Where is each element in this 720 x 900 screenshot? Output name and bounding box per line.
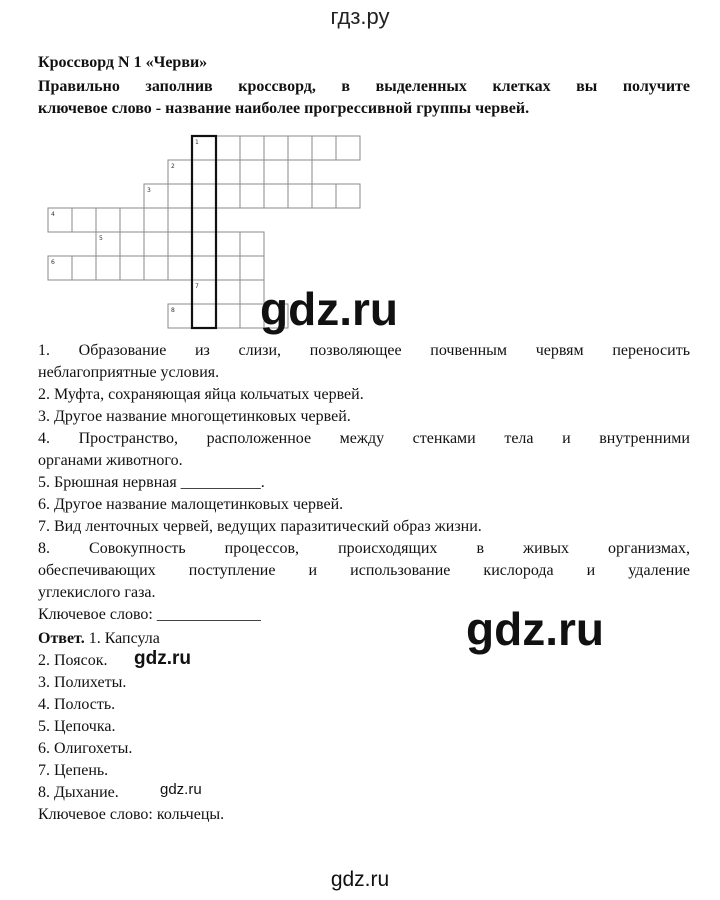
clue-2: 2. Муфта, сохраняющая яйца кольчатых червей.	[38, 386, 364, 403]
clue-8-line-3: углекислого газа.	[38, 584, 156, 601]
watermark: gdz.ru	[160, 781, 202, 798]
clue-6: 6. Другое название малощетинковых червей.	[38, 496, 344, 513]
crossword-title: Кроссворд N 1 «Черви»	[38, 54, 208, 71]
row-3	[144, 184, 360, 208]
answer-item-7: 7. Цепень.	[38, 762, 109, 779]
clue-3: 3. Другое название многощетинковых червей.	[38, 408, 351, 425]
cell-number-2: 2	[171, 163, 175, 170]
cell-number-6: 6	[51, 259, 55, 266]
answer-item-4: 4. Полость.	[38, 696, 116, 713]
keyword-prompt: Ключевое слово: _____________	[38, 606, 261, 623]
answer-item-1: 1. Капсула	[88, 630, 160, 647]
row-5	[96, 232, 264, 256]
footer-watermark: gdz.ru	[330, 868, 390, 891]
clue-1-line-2: неблагоприятные условия.	[38, 364, 220, 381]
row-1	[192, 136, 360, 160]
clue-1	[38, 340, 690, 384]
answer-item-3: 3. Полихеты.	[38, 674, 127, 691]
answer-item-6: 6. Олигохеты.	[38, 740, 133, 757]
site-header[interactable]: гдз.ру	[330, 4, 390, 29]
clue-8	[38, 538, 690, 604]
clue-list	[38, 340, 690, 626]
watermark: gdz.ru	[134, 648, 191, 669]
clue-5: 5. Брюшная нервная __________.	[38, 474, 265, 491]
watermark: gdz.ru	[466, 603, 604, 655]
answer-keyword: Ключевое слово: кольчецы.	[38, 806, 225, 823]
cell-number-7: 7	[195, 283, 199, 290]
cell-number-8: 8	[171, 307, 175, 314]
row-4	[48, 208, 216, 232]
clue-4-line-2: органами животного.	[38, 452, 183, 469]
answer-item-5: 5. Цепочка.	[38, 718, 116, 735]
cell-number-3: 3	[147, 187, 151, 194]
cell-number-4: 4	[51, 211, 55, 218]
clue-7: 7. Вид ленточных червей, ведущих паразитический образ жизни.	[38, 518, 482, 535]
cell-number-1: 1	[195, 139, 199, 146]
answer-block	[38, 628, 458, 826]
cell-number-5: 5	[99, 235, 103, 242]
instructions-line-1: Правильно заполнив кроссворд, в выделенных клетках вы получите	[38, 78, 690, 95]
clue-4	[38, 428, 690, 472]
answer-label: Ответ.	[38, 630, 85, 647]
row-7	[192, 280, 264, 304]
clue-4-line-1: 4. Пространство, расположенное между стенками тела и внутренними	[38, 430, 690, 447]
answer-item-2: 2. Поясок.	[38, 652, 108, 669]
clue-8-line-2: обеспечивающих поступление и использование кислорода и удаление	[38, 562, 690, 579]
clue-1-line-1: 1. Образование из слизи, позволяющее почвенным червям переносить	[38, 342, 690, 359]
answer-item-8: 8. Дыхание.	[38, 784, 119, 801]
answer-line-1	[38, 628, 458, 650]
watermark: gdz.ru	[260, 283, 398, 335]
row-2	[168, 160, 312, 184]
clue-8-line-1: 8. Совокупность процессов, происходящих в живых организмах,	[38, 540, 690, 557]
instructions-line-2: ключевое слово - название наиболее прогрессивной группы червей.	[38, 100, 530, 117]
row-6	[48, 256, 264, 280]
